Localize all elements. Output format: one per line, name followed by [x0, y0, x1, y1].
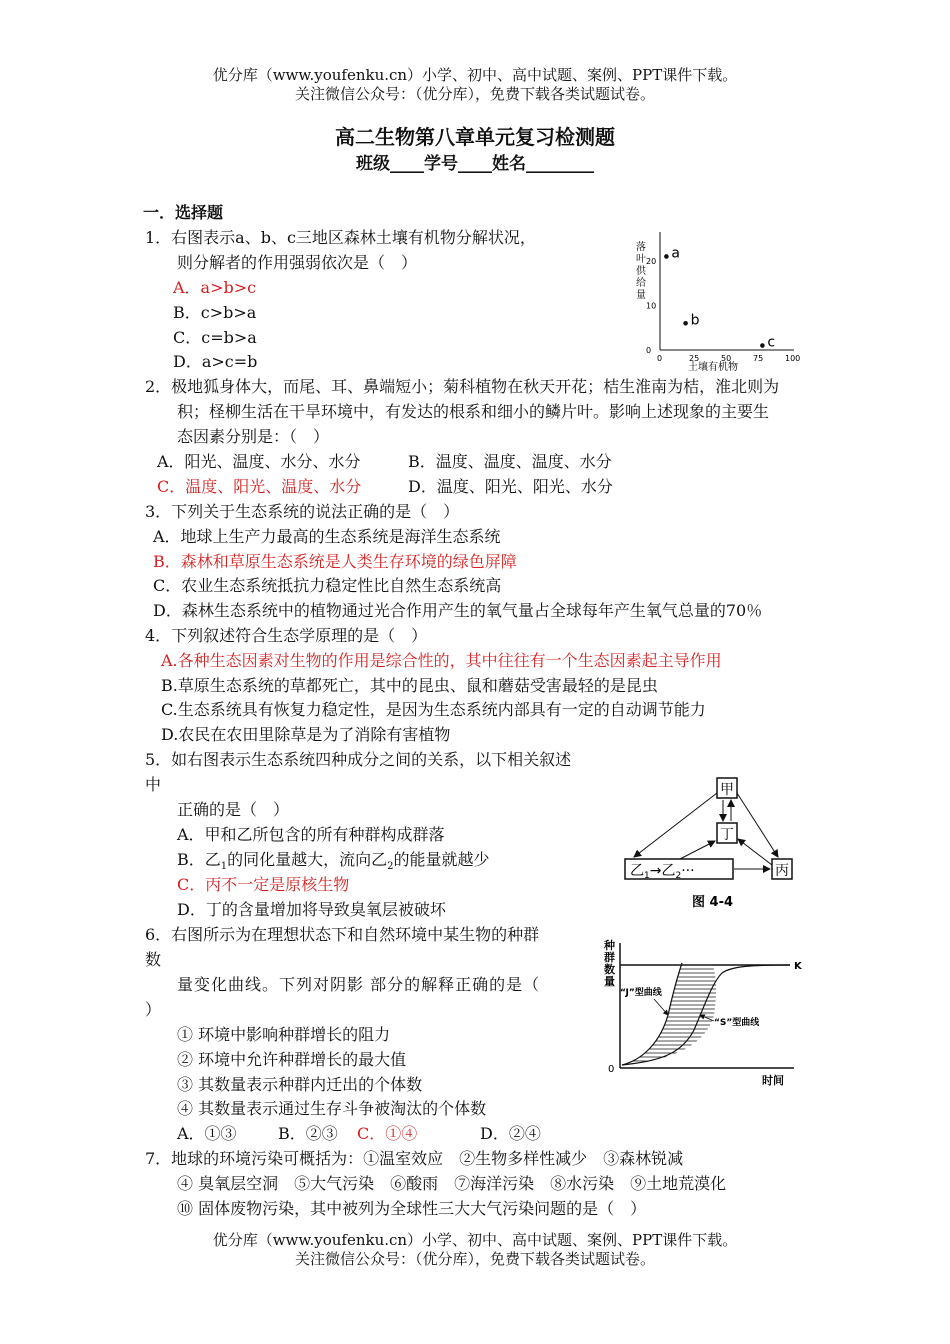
- fig2-yi2: 乙: [661, 863, 676, 879]
- fig1-xlabel: 土壤有机物: [688, 362, 738, 372]
- q3-option-d: D．森林生态系统中的植物通过光合作用产生的氧气量占全球每年产生氧气总量的70％: [153, 601, 763, 620]
- q5-b-post: 的能量就越少: [393, 850, 490, 869]
- q2-option-c: C．温度、阳光、温度、水分: [157, 477, 362, 496]
- q4-option-b: B.草原生态系统的草都死亡，其中的昆虫、鼠和蘑菇受害最轻的是昆虫: [161, 676, 658, 695]
- header-line-1: 优分库（www.youfenku.cn）小学、初中、高中试题、案例、PPT课件下载。: [212, 66, 738, 84]
- page-subtitle: 班级____学号____姓名________: [356, 154, 594, 174]
- q4-stem: 4．下列叙述符合生态学原理的是（ ）: [145, 626, 428, 645]
- q5-b-mid: 的同化量越大，流向乙: [227, 850, 388, 869]
- fig2-arrow: →: [649, 863, 662, 879]
- figure-1-scatter: [628, 222, 808, 372]
- fig2-ding: 丁: [720, 827, 734, 843]
- q6-stem-2b: ）: [145, 1000, 162, 1019]
- q1-option-c: C．c=b>a: [173, 328, 257, 347]
- fig3-j-label: “J”型曲线: [620, 988, 662, 998]
- q6-stem-1b: 数: [145, 950, 162, 969]
- fig1-point-b: [683, 321, 688, 326]
- figure-3-population-curves: [602, 935, 807, 1090]
- q4-option-d: D.农民在农田里除草是为了消除有害植物: [161, 725, 451, 744]
- q6-item-3: ③ 其数量表示种群内迁出的个体数: [177, 1075, 423, 1094]
- fig1-ytick: 10: [646, 301, 657, 311]
- fig1-point-label: c: [767, 334, 776, 351]
- q5-b-sub2: 2: [387, 861, 394, 873]
- q3-option-a: A．地球上生产力最高的生态系统是海洋生态系统: [153, 527, 501, 546]
- fig2-yi2-sub: 2: [675, 871, 682, 881]
- q3-option-b: B．森林和草原生态系统是人类生存环境的绿色屏障: [153, 552, 517, 571]
- q6-option-a: A．①③: [177, 1124, 237, 1143]
- q1-option-b: B．c>b>a: [173, 303, 257, 322]
- fig1-xtick: 25: [689, 354, 700, 363]
- fig2-bing: 丙: [775, 863, 789, 879]
- q3-stem: 3．下列关于生态系统的说法正确的是（ ）: [145, 502, 460, 521]
- footer-line-1: 优分库（www.youfenku.cn）小学、初中、高中试题、案例、PPT课件下载。: [212, 1231, 738, 1249]
- fig1-point-label: a: [671, 245, 680, 262]
- q5-option-c: C．丙不一定是原核生物: [177, 875, 350, 894]
- q5-b-pre: B．乙: [177, 850, 221, 869]
- q7-stem-3: ⑩ 固体废物污染，其中被列为全球性三大大气污染问题的是（ ）: [177, 1199, 647, 1218]
- fig2-dots: ···: [681, 863, 695, 879]
- fig1-point-label: b: [690, 312, 700, 329]
- fig1-point-c: [760, 343, 765, 348]
- q1-stem-2: 则分解者的作用强弱依次是（ ）: [177, 253, 418, 272]
- section-heading: 一．选择题: [143, 203, 224, 222]
- footer-line-2: 关注微信公众号：（优分库），免费下载各类试题试卷。: [294, 1250, 655, 1268]
- q4-option-c: C.生态系统具有恢复力稳定性，是因为生态系统内部具有一定的自动调节能力: [161, 700, 706, 719]
- fig1-ytick: 0: [646, 346, 652, 355]
- q4-option-a: A.各种生态因素对生物的作用是综合性的，其中往往有一个生态因素起主导作用: [161, 651, 722, 670]
- q6-option-d: D．②④: [480, 1124, 541, 1143]
- q2-option-b: B．温度、温度、温度、水分: [408, 452, 612, 471]
- fig1-xtick: 50: [721, 354, 732, 363]
- q5-stem-2: 正确的是（ ）: [177, 800, 290, 819]
- q2-stem-3: 态因素分别是：（ ）: [177, 427, 330, 446]
- q1-stem-1: 1．右图表示a、b、c三地区森林土壤有机物分解状况，: [145, 228, 536, 247]
- fig2-caption: 图 4-4: [692, 895, 734, 910]
- figure-2-ecosystem: [620, 775, 800, 915]
- q2-stem-2: 积；柽柳生活在干旱环境中，有发达的根系和细小的鳞片叶。影响上述现象的主要生: [177, 402, 770, 421]
- q5-option-d: D．丁的含量增加将导致臭氧层被破坏: [177, 900, 446, 919]
- header-line-2: 关注微信公众号：（优分库），免费下载各类试题试卷。: [294, 85, 655, 103]
- fig1-xtick: 0: [657, 354, 663, 363]
- fig3-origin: 0: [608, 1064, 615, 1075]
- q6-option-c: C．①④: [357, 1124, 418, 1143]
- fig3-s-label: “S”型曲线: [714, 1018, 760, 1028]
- q6-item-1: ① 环境中影响种群增长的阻力: [177, 1025, 391, 1044]
- q3-option-c: C．农业生态系统抵抗力稳定性比自然生态系统高: [153, 576, 502, 595]
- fig3-ylabel: 种群数量: [604, 939, 615, 988]
- fig2-jia: 甲: [720, 782, 734, 798]
- q6-item-2: ② 环境中允许种群增长的最大值: [177, 1050, 407, 1069]
- q2-option-a: A．阳光、温度、水分、水分: [157, 452, 361, 471]
- fig1-xtick: 100: [785, 354, 801, 363]
- q6-option-b: B．②③: [278, 1124, 338, 1143]
- fig3-xlabel: 时间: [762, 1074, 784, 1087]
- q5-stem-1b: 中: [145, 775, 162, 794]
- fig1-point-a: [664, 254, 669, 259]
- q1-option-a: A．a>b>c: [173, 278, 257, 297]
- fig2-yi1-sub: 1: [644, 871, 650, 881]
- fig2-yi1: 乙: [630, 863, 644, 879]
- q5-option-b: [177, 850, 490, 877]
- q5-b-sub1: 1: [220, 861, 228, 873]
- fig2-chain: [630, 863, 695, 881]
- q7-stem-2: ④ 臭氧层空洞 ⑤大气污染 ⑥酸雨 ⑦海洋污染 ⑧水污染 ⑨土地荒漠化: [177, 1174, 727, 1193]
- q2-stem-1: 2．极地狐身体大，而尾、耳、鼻端短小；菊科植物在秋天开花；桔生淮南为桔，淮北则为: [145, 377, 780, 396]
- q1-option-d: D．a>c=b: [173, 352, 258, 371]
- q6-stem-1: 6．右图所示为在理想状态下和自然环境中某生物的种群: [145, 925, 540, 944]
- fig3-k: K: [794, 961, 802, 972]
- q5-option-a: A．甲和乙所包含的所有种群构成群落: [177, 825, 445, 844]
- q5-stem-1: 5．如右图表示生态系统四种成分之间的关系，以下相关叙述: [145, 750, 572, 769]
- q6-item-4: ④ 其数量表示通过生存斗争被淘汰的个体数: [177, 1099, 487, 1118]
- fig1-ytick: 20: [646, 256, 657, 266]
- q7-stem-1: 7．地球的环境污染可概括为：①温室效应 ②生物多样性减少 ③森林锐减: [145, 1149, 684, 1168]
- page-title: 高二生物第八章单元复习检测题: [335, 125, 615, 149]
- q6-stem-2: 量变化曲线。下列对阴影 部分的解释正确的是（: [177, 975, 541, 994]
- fig1-ylabel: 落叶供给量: [636, 242, 646, 301]
- q2-option-d: D．温度、阳光、阳光、水分: [408, 477, 613, 496]
- fig1-xtick: 75: [753, 354, 764, 363]
